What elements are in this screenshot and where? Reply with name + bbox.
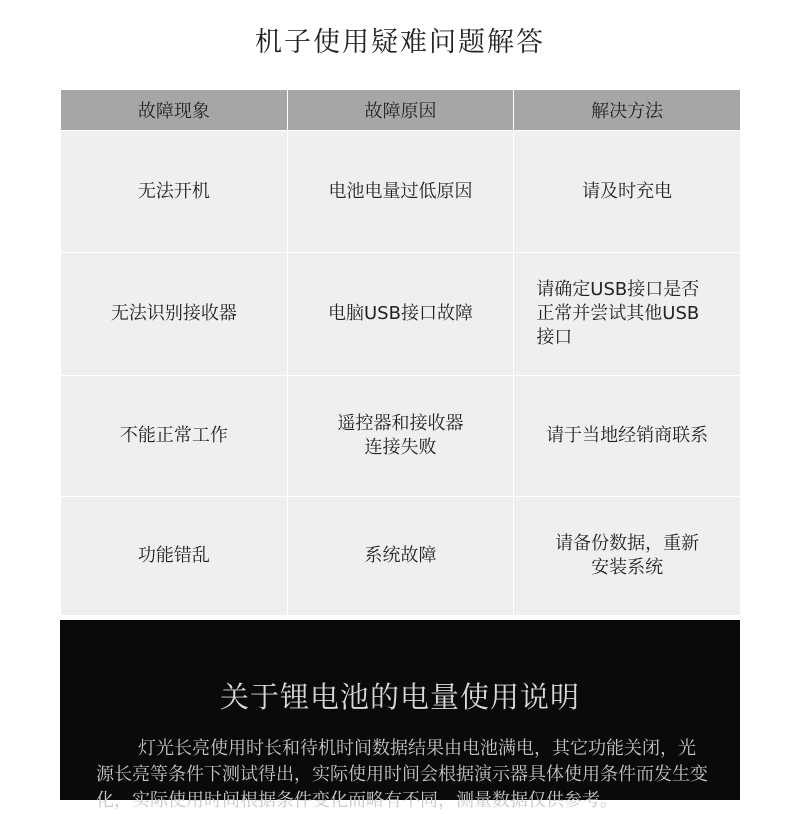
cell-symptom: 无法识别接收器 bbox=[61, 253, 288, 376]
header-solution: 解决方法 bbox=[514, 90, 741, 131]
cell-cause: 电池电量过低原因 bbox=[287, 131, 514, 253]
cell-symptom: 不能正常工作 bbox=[61, 376, 288, 497]
page-title: 机子使用疑难问题解答 bbox=[255, 27, 545, 58]
table-header-row bbox=[61, 90, 741, 131]
header-cause: 故障原因 bbox=[287, 90, 514, 131]
cell-symptom: 无法开机 bbox=[61, 131, 288, 253]
battery-section-title: 关于锂电池的电量使用说明 bbox=[219, 680, 580, 714]
battery-section-text: 灯光长亮使用时长和待机时间数据结果由电池满电，其它功能关闭，光源长亮等条件下测试得出，实际使用时间会根据演示器具体使用条件而发生变化，实际使用时间根据条件变化而略有不同，测量数据仅供参考。 bbox=[96, 738, 708, 811]
cell-solution: 请及时充电 bbox=[514, 131, 741, 253]
cell-symptom: 功能错乱 bbox=[61, 497, 288, 616]
faq-table bbox=[60, 89, 741, 616]
cell-cause: 遥控器和接收器 连接失败 bbox=[287, 376, 514, 497]
battery-info-panel bbox=[60, 620, 740, 811]
header-symptom: 故障现象 bbox=[61, 90, 288, 131]
table-row bbox=[61, 376, 741, 497]
table-row bbox=[61, 497, 741, 616]
cell-cause: 系统故障 bbox=[287, 497, 514, 616]
cell-solution: 请于当地经销商联系 bbox=[514, 376, 741, 497]
cell-cause: 电脑USB接口故障 bbox=[287, 253, 514, 376]
cell-solution: 请备份数据，重新 安装系统 bbox=[514, 497, 741, 616]
cell-solution: 请确定USB接口是否 正常并尝试其他USB 接口 bbox=[514, 253, 741, 376]
table-row bbox=[61, 253, 741, 376]
table-row bbox=[61, 131, 741, 253]
